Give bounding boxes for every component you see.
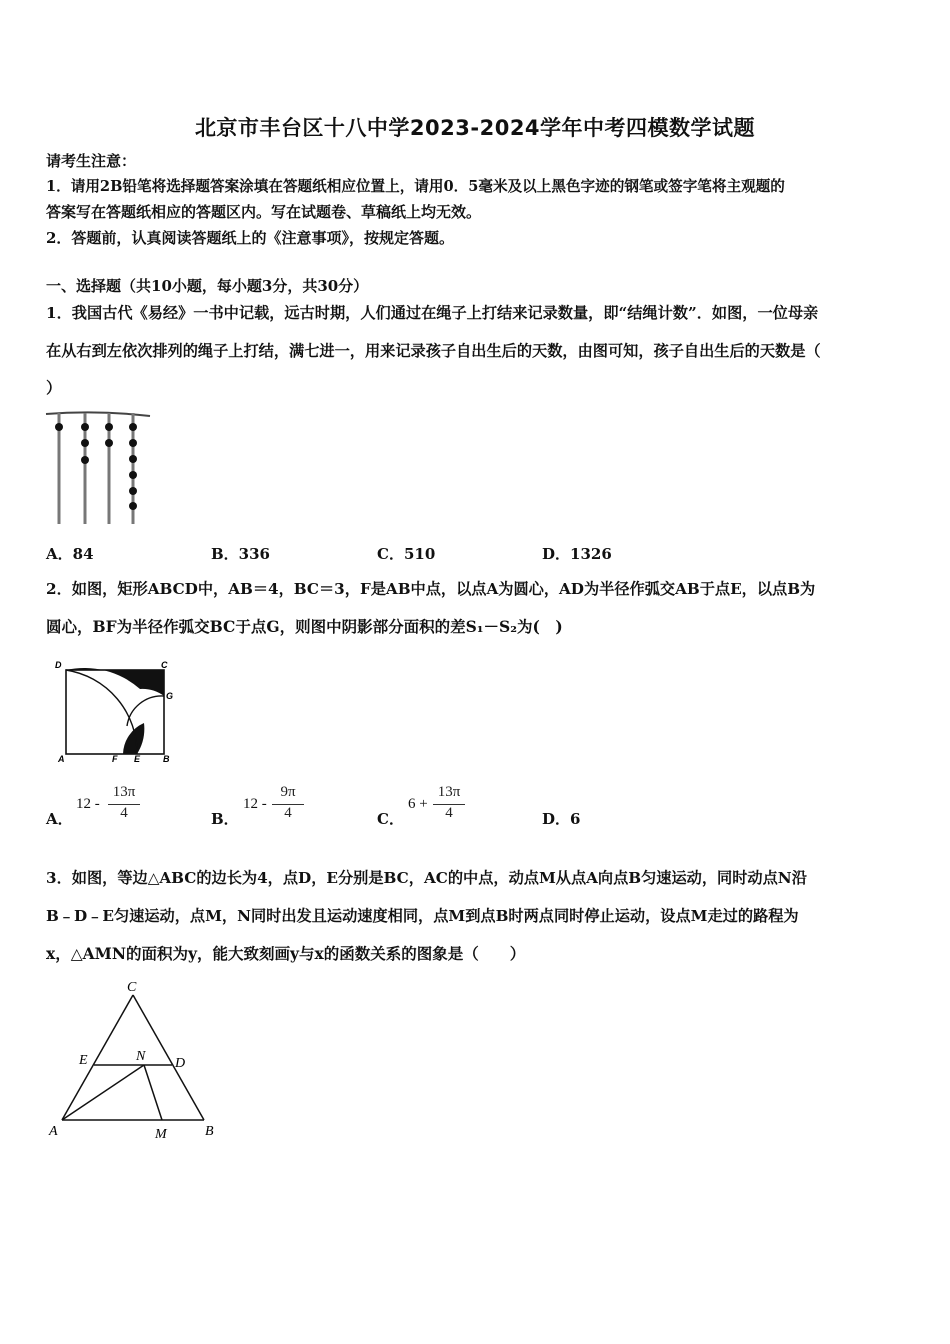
q2-text-line-2: 圆心，BF为半径作弧交BC于点G，则图中阴影部分面积的差S₁－S₂为( ) [46,617,563,636]
q2-option-d[interactable]: D．6 [542,810,581,828]
q2-option-b-denominator: 4 [284,805,292,821]
q2-label-b: B [163,754,170,764]
q2-option-a-label[interactable]: A． [46,810,73,828]
q1-knot-figure [44,408,152,526]
q3-label-m: M [155,1127,167,1142]
q2-option-a-fraction [106,784,142,828]
q2-option-a-numerator: 13π [112,784,136,800]
q1-text-line-1: 1．我国古代《易经》一书中记载，远古时期，人们通过在绳子上打结来记录数量，即“结绳计数”．如图，一位母亲 [46,304,819,322]
q3-text-line-2: B﹣D﹣E匀速运动，点M，N同时出发且运动速度相同，点M到点B时两点同时停止运动，设点M走过的路程为 [46,907,799,925]
notice-heading: 请考生注意： [46,152,137,170]
q3-label-e: E [79,1053,88,1068]
q2-option-a-prefix: 12 - [76,796,100,812]
q2-option-c-prefix: 6 + [408,796,428,812]
q2-option-b-label[interactable]: B． [211,810,239,828]
q2-label-e: E [134,754,141,764]
q3-text-line-3: x，△AMN的面积为y，能大致刻画y与x的函数关系的图象是（ ） [46,944,526,963]
notice-line-1: 1．请用2B铅笔将选择题答案涂填在答题纸相应位置上，请用0．5毫米及以上黑色字迹的钢笔或签字笔将主观题的 [46,178,785,195]
q1-text-line-2: 在从右到左依次排列的绳子上打结，满七进一，用来记录孩子自出生后的天数，由图可知，孩子自出生后的天数是（ [46,342,821,360]
q1-option-b[interactable]: B．336 [211,545,270,563]
q1-option-a[interactable]: A．84 [46,545,94,563]
q2-option-c-denominator: 4 [445,805,453,821]
q1-text-line-3: ） [46,378,62,397]
q3-label-d: D [175,1056,186,1071]
q2-label-d: D [55,660,62,670]
q2-label-g: G [166,691,174,701]
q2-option-c-fraction [431,784,467,828]
q3-label-a: A [49,1124,58,1139]
q3-label-b: B [205,1124,214,1139]
q2-label-f: F [112,754,118,764]
q1-option-c[interactable]: C．510 [377,545,436,563]
q3-label-c: C [127,980,137,995]
q2-rectangle-figure [52,656,180,764]
q2-option-b-numerator: 9π [280,784,296,800]
q2-label-c: C [161,660,168,670]
q2-option-b-fraction [270,784,306,828]
q2-option-c-numerator: 13π [437,784,461,800]
notice-line-2: 答案写在答题纸相应的答题区内。写在试题卷、草稿纸上均无效。 [46,203,482,221]
q1-option-d[interactable]: D．1326 [542,545,612,563]
q2-text-line-1: 2．如图，矩形ABCD中，AB＝4，BC＝3，F是AB中点，以点A为圆心，AD为半径作弧交AB于点E，以点B为 [46,580,816,598]
notice-line-3: 2．答题前，认真阅读答题纸上的《注意事项》，按规定答题。 [46,229,454,247]
page-title: 北京市丰台区十八中学2023-2024学年中考四模数学试题 [194,116,756,140]
q2-option-b-prefix: 12 - [243,796,267,812]
q3-triangle-figure [44,975,224,1143]
section-heading: 一、选择题（共10小题，每小题3分，共30分） [46,277,369,295]
q3-text-line-1: 3．如图，等边△ABC的边长为4，点D，E分别是BC，AC的中点，动点M从点A向点B匀速运动，同时动点N沿 [46,869,807,887]
q2-option-a-denominator: 4 [120,805,128,821]
q3-label-n: N [136,1049,146,1064]
q2-label-a: A [58,754,65,764]
q2-option-c-label[interactable]: C． [377,810,404,828]
